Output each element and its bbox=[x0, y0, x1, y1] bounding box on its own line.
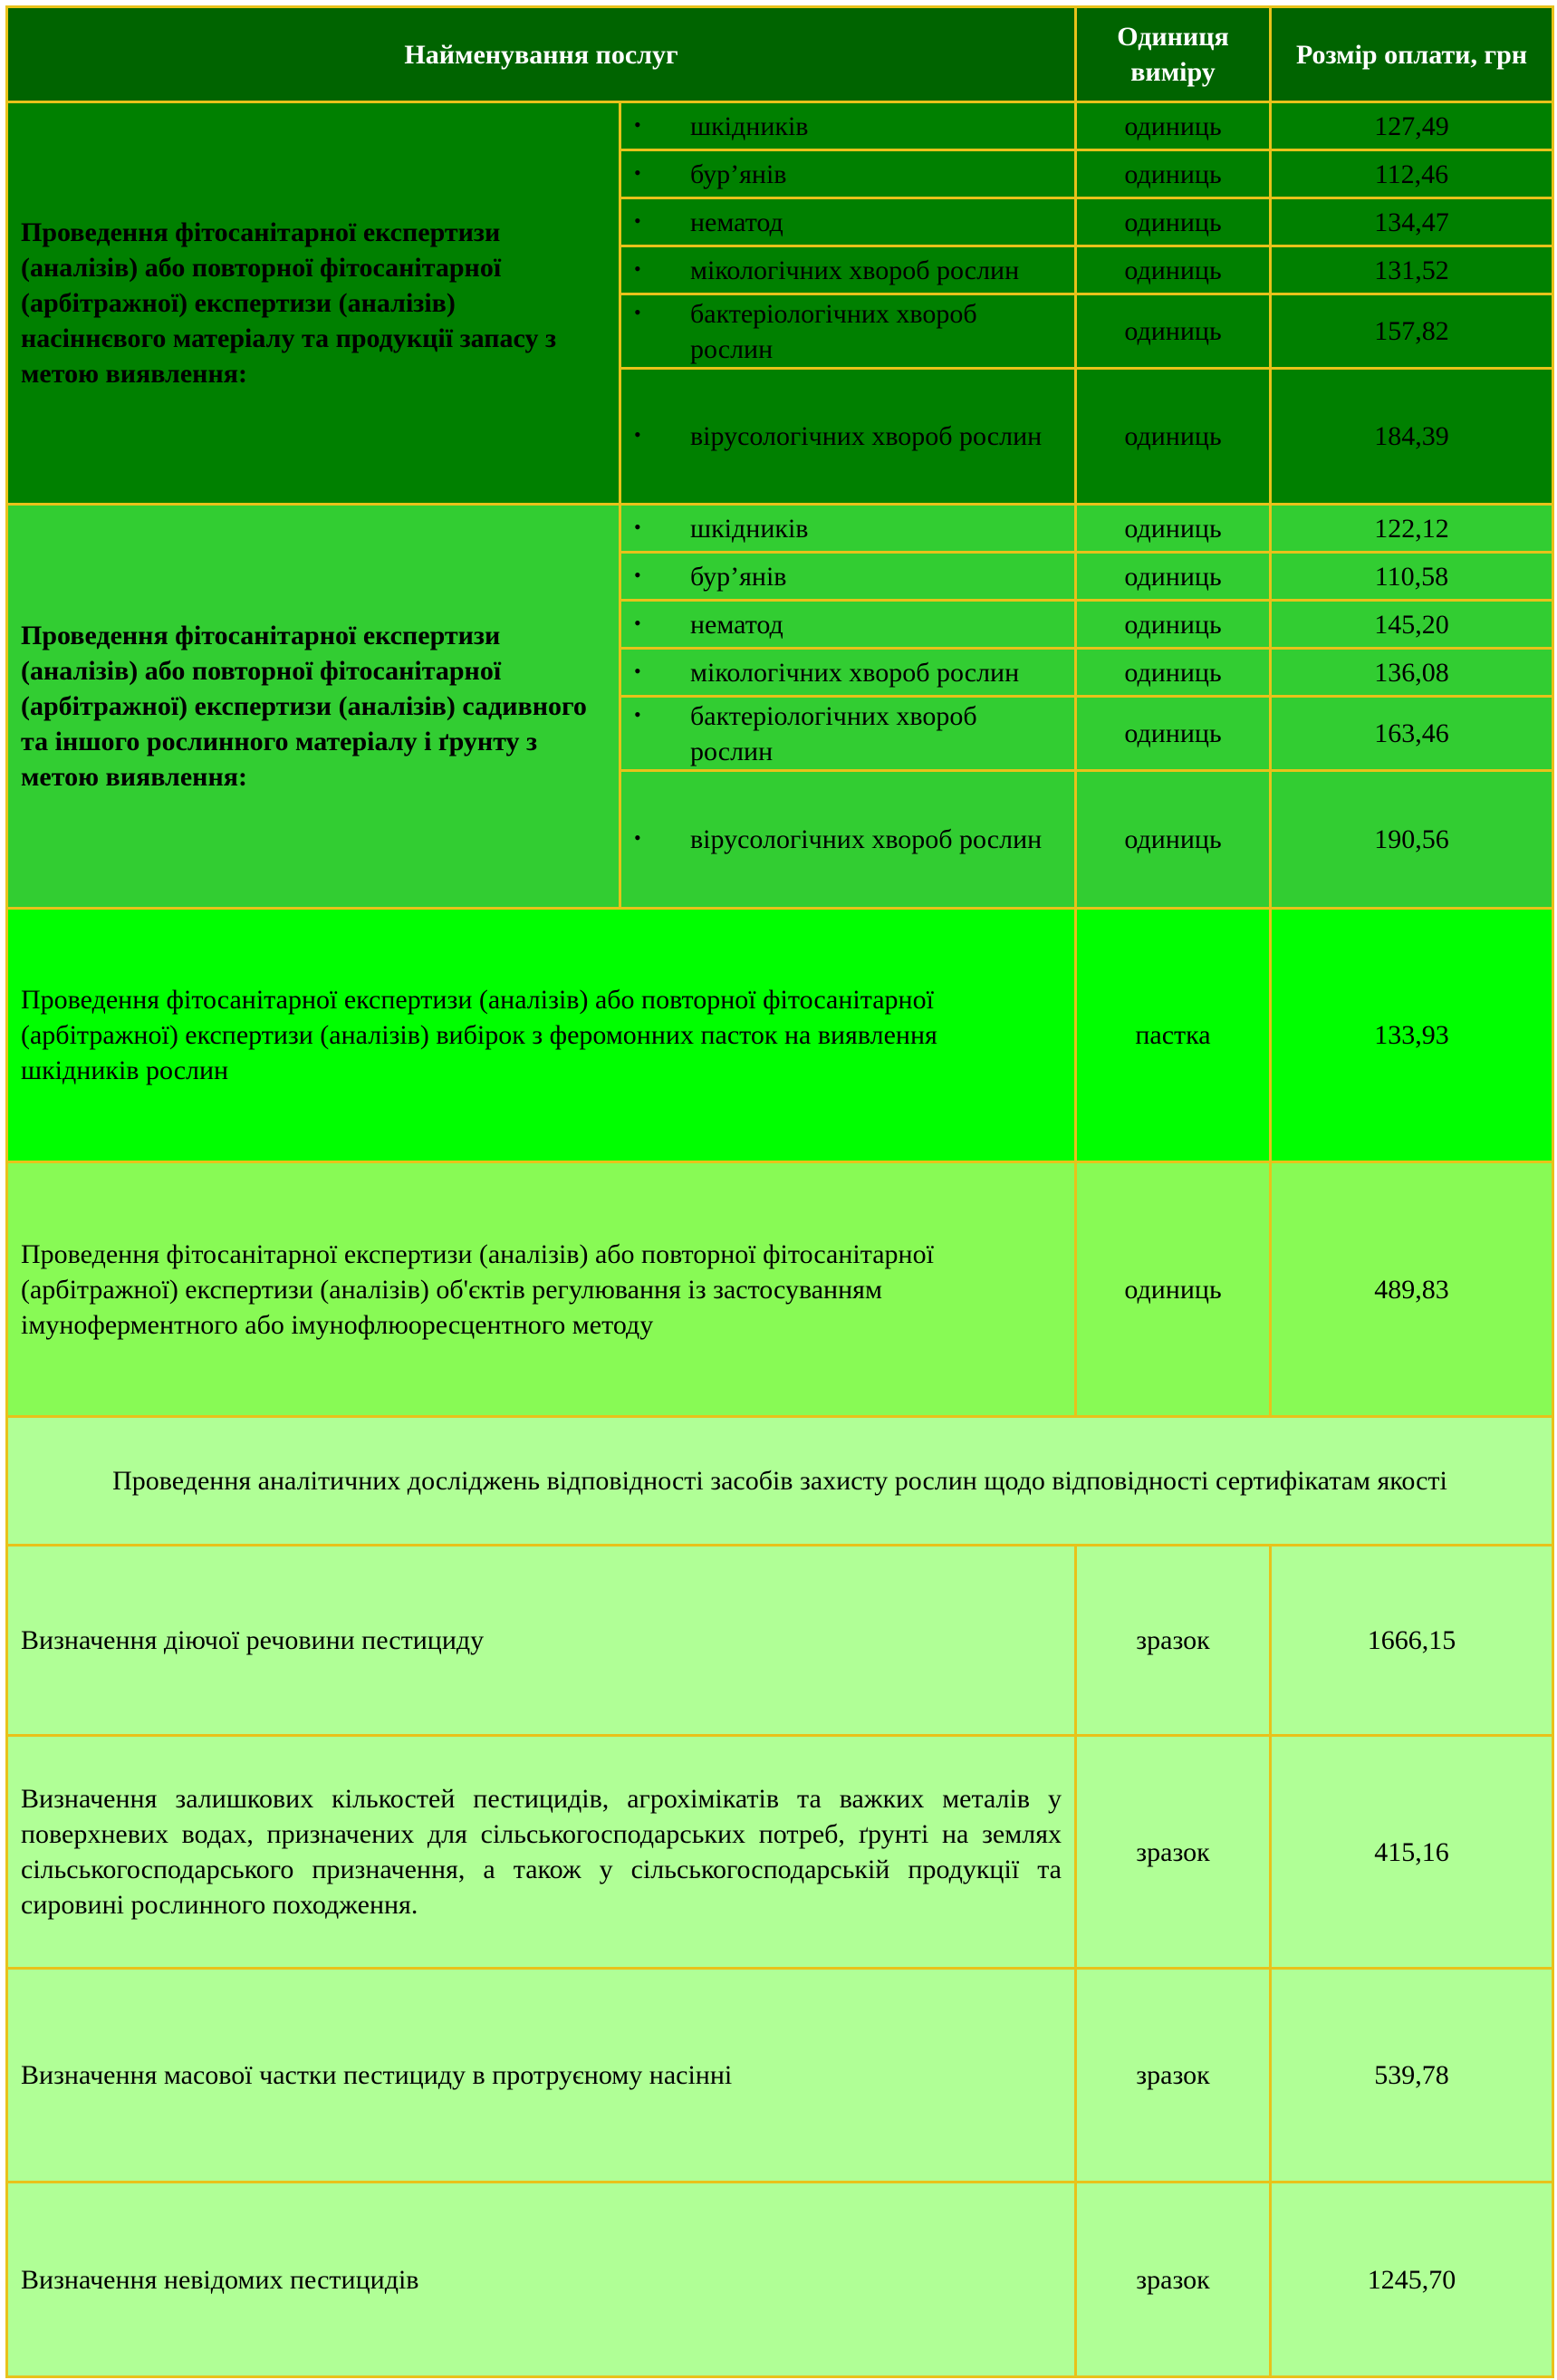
row-immuno-name: Проведення фітосанітарної експертизи (аналізів) або повторної фітосанітарної (арбітражної) експертизи (аналізів) об'єктів регулювання із застосуванням імуноферментного або імунофлюоресцентного методу bbox=[7, 1162, 1076, 1417]
item-unit: одиниць bbox=[1076, 246, 1271, 294]
item-unit: одиниць bbox=[1076, 102, 1271, 150]
list-item bbox=[620, 150, 1076, 198]
list-item bbox=[620, 771, 1076, 909]
item-name: бактеріологічних хвороб рослин bbox=[690, 298, 977, 364]
analytics-unit: зразок bbox=[1076, 1736, 1271, 1969]
header-price: Розмір оплати, грн bbox=[1271, 7, 1553, 102]
section-row bbox=[7, 1417, 1553, 1546]
item-price: 136,08 bbox=[1271, 649, 1553, 697]
list-item bbox=[620, 601, 1076, 649]
analytics-unit: зразок bbox=[1076, 1546, 1271, 1736]
item-name: бур’янів bbox=[690, 159, 787, 189]
item-price: 157,82 bbox=[1271, 294, 1553, 369]
table-row bbox=[7, 2182, 1553, 2377]
row-traps-price: 133,93 bbox=[1271, 909, 1553, 1162]
list-item bbox=[620, 102, 1076, 150]
analytics-name: Визначення невідомих пестицидів bbox=[7, 2182, 1076, 2377]
header-unit: Одиниця виміру bbox=[1076, 7, 1271, 102]
table-row bbox=[7, 1546, 1553, 1736]
bullet-icon: • bbox=[634, 659, 641, 682]
item-price: 134,47 bbox=[1271, 198, 1553, 246]
row-immuno-unit: одиниць bbox=[1076, 1162, 1271, 1417]
bullet-icon: • bbox=[634, 160, 641, 184]
item-price: 145,20 bbox=[1271, 601, 1553, 649]
list-item bbox=[620, 369, 1076, 505]
item-unit: одиниць bbox=[1076, 150, 1271, 198]
item-unit: одиниць bbox=[1076, 771, 1271, 909]
price-table bbox=[5, 5, 1554, 2378]
item-unit: одиниць bbox=[1076, 553, 1271, 601]
analytics-name: Визначення діючої речовини пестициду bbox=[7, 1546, 1076, 1736]
bullet-icon: • bbox=[634, 112, 641, 136]
list-item bbox=[620, 649, 1076, 697]
table-row bbox=[7, 1736, 1553, 1969]
item-unit: одиниць bbox=[1076, 601, 1271, 649]
item-unit: одиниць bbox=[1076, 649, 1271, 697]
list-item bbox=[620, 553, 1076, 601]
item-price: 110,58 bbox=[1271, 553, 1553, 601]
item-name: шкідників bbox=[690, 111, 809, 141]
table-row bbox=[7, 505, 1553, 553]
analytics-name: Визначення масової частки пестициду в протруєному насінні bbox=[7, 1969, 1076, 2182]
item-name: вірусологічних хвороб рослин bbox=[690, 421, 1043, 451]
item-name: мікологічних хвороб рослин bbox=[690, 657, 1020, 688]
header-row bbox=[7, 7, 1553, 102]
bullet-icon: • bbox=[634, 423, 641, 446]
bullet-icon: • bbox=[634, 256, 641, 280]
list-item bbox=[620, 294, 1076, 369]
section-title: Проведення аналітичних досліджень відповідності засобів захисту рослин щодо відповідності сертифікатам якості bbox=[7, 1417, 1553, 1546]
bullet-icon: • bbox=[634, 826, 641, 849]
list-item bbox=[620, 246, 1076, 294]
list-item bbox=[620, 198, 1076, 246]
analytics-unit: зразок bbox=[1076, 2182, 1271, 2377]
table-row bbox=[7, 909, 1553, 1162]
item-unit: одиниць bbox=[1076, 369, 1271, 505]
bullet-icon: • bbox=[634, 611, 641, 634]
item-price: 184,39 bbox=[1271, 369, 1553, 505]
bullet-icon: • bbox=[634, 563, 641, 586]
analytics-price: 1666,15 bbox=[1271, 1546, 1553, 1736]
row-immuno-price: 489,83 bbox=[1271, 1162, 1553, 1417]
bullet-icon: • bbox=[634, 515, 641, 538]
table-row bbox=[7, 102, 1553, 150]
item-name: бактеріологічних хвороб рослин bbox=[690, 700, 977, 766]
bullet-icon: • bbox=[634, 208, 641, 232]
item-price: 163,46 bbox=[1271, 697, 1553, 771]
item-price: 112,46 bbox=[1271, 150, 1553, 198]
item-unit: одиниць bbox=[1076, 505, 1271, 553]
row-traps-name: Проведення фітосанітарної експертизи (аналізів) або повторної фітосанітарної (арбітражної) експертизи (аналізів) вибірок з феромонних пасток на виявлення шкідників рослин bbox=[7, 909, 1076, 1162]
item-unit: одиниць bbox=[1076, 294, 1271, 369]
list-item bbox=[620, 505, 1076, 553]
header-name: Найменування послуг bbox=[7, 7, 1076, 102]
item-price: 122,12 bbox=[1271, 505, 1553, 553]
table-row bbox=[7, 1969, 1553, 2182]
item-name: нематод bbox=[690, 207, 783, 237]
item-name: нематод bbox=[690, 609, 783, 640]
bullet-icon: • bbox=[634, 702, 641, 726]
item-price: 127,49 bbox=[1271, 102, 1553, 150]
item-name: бур’янів bbox=[690, 561, 787, 592]
analytics-price: 1245,70 bbox=[1271, 2182, 1553, 2377]
row-traps-unit: пастка bbox=[1076, 909, 1271, 1162]
analytics-price: 415,16 bbox=[1271, 1736, 1553, 1969]
analytics-name: Визначення залишкових кількостей пестицидів, агрохімікатів та важких металів у поверхневих водах, призначених для сільськогосподарських потреб, ґрунті на землях сільськогосподарського призначення, а також у сільськогосподарській продукції та сировині рослинного походження. bbox=[7, 1736, 1076, 1969]
analytics-unit: зразок bbox=[1076, 1969, 1271, 2182]
item-name: шкідників bbox=[690, 513, 809, 544]
group2-title: Проведення фітосанітарної експертизи (аналізів) або повторної фітосанітарної (арбітражної) експертизи (аналізів) садивного та іншого рослинного матеріалу і ґрунту з метою виявлення: bbox=[7, 505, 620, 909]
table-row bbox=[7, 1162, 1553, 1417]
group1-title: Проведення фітосанітарної експертизи (аналізів) або повторної фітосанітарної (арбітражної) експертизи (аналізів) насіннєвого матеріалу та продукції запасу з метою виявлення: bbox=[7, 102, 620, 505]
bullet-icon: • bbox=[634, 300, 641, 323]
list-item bbox=[620, 697, 1076, 771]
item-price: 131,52 bbox=[1271, 246, 1553, 294]
item-unit: одиниць bbox=[1076, 697, 1271, 771]
analytics-price: 539,78 bbox=[1271, 1969, 1553, 2182]
item-name: мікологічних хвороб рослин bbox=[690, 255, 1020, 285]
item-price: 190,56 bbox=[1271, 771, 1553, 909]
item-unit: одиниць bbox=[1076, 198, 1271, 246]
item-name: вірусологічних хвороб рослин bbox=[690, 824, 1043, 854]
